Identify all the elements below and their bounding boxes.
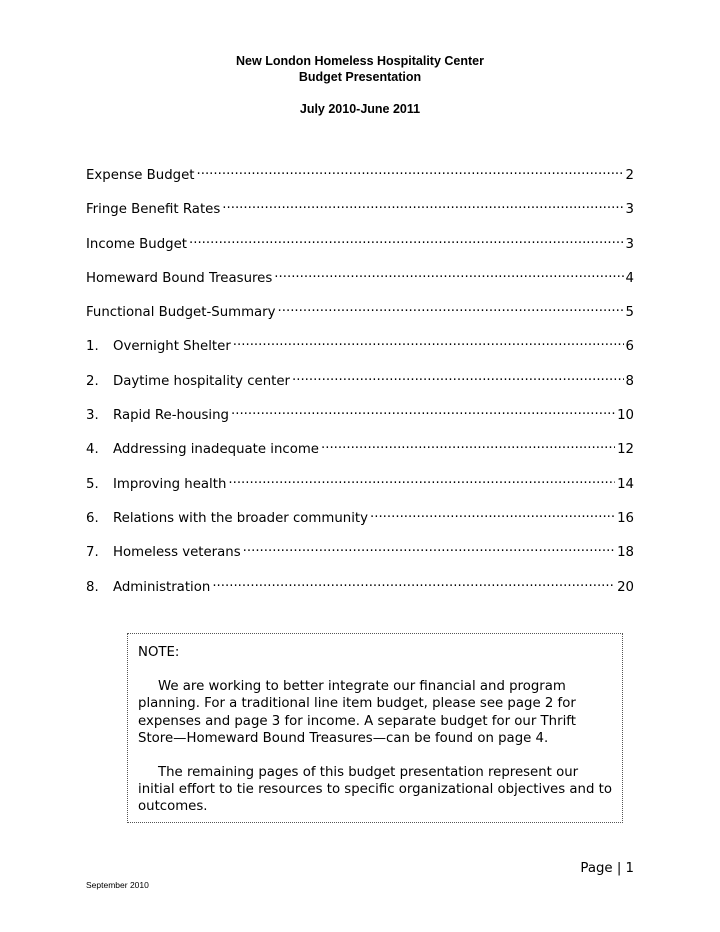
toc-entry-title: Daytime hospitality center bbox=[113, 373, 290, 389]
toc-entry[interactable] bbox=[86, 334, 634, 368]
note-heading: NOTE: bbox=[138, 645, 180, 660]
toc-entry[interactable] bbox=[86, 575, 634, 609]
toc-entry-number: 1. bbox=[86, 339, 99, 355]
note-paragraph-2: The remaining pages of this budget presentation represent our initial effort to tie resources to specific organizational objectives and to outcomes. bbox=[138, 765, 612, 815]
toc-entry-title: Functional Budget-Summary bbox=[86, 305, 276, 321]
footer-date: September 2010 bbox=[86, 880, 149, 890]
toc-entry[interactable] bbox=[86, 540, 634, 574]
toc-entry-number: 5. bbox=[86, 476, 99, 492]
toc-entry-title: Improving health bbox=[113, 476, 227, 492]
note-paragraph-1: We are working to better integrate our financial and program planning. For a traditional line item budget, please see page 2 for expenses and page 3 for income. A separate budget for our Thrift Store—Homeward Bound Treasures—can be found on page 4. bbox=[138, 679, 576, 746]
toc-entry-page: 6 bbox=[625, 339, 634, 355]
toc-dot-leader bbox=[278, 300, 624, 316]
toc-dot-leader bbox=[243, 540, 615, 556]
document-title: Budget Presentation bbox=[298, 70, 422, 84]
note-box bbox=[127, 633, 623, 823]
toc-entry[interactable] bbox=[86, 369, 634, 403]
toc-entry[interactable] bbox=[86, 472, 634, 506]
toc-dot-leader bbox=[233, 334, 624, 350]
toc-entry-number: 6. bbox=[86, 510, 99, 526]
toc-entry-number: 8. bbox=[86, 579, 99, 595]
toc-dot-leader bbox=[228, 472, 615, 488]
toc-entry[interactable] bbox=[86, 506, 634, 540]
toc-entry-number: 3. bbox=[86, 408, 99, 424]
toc-entry-page: 14 bbox=[617, 476, 634, 492]
toc-entry-page: 16 bbox=[617, 510, 634, 526]
toc-entry[interactable] bbox=[86, 197, 634, 231]
toc-entry-page: 5 bbox=[625, 305, 634, 321]
toc-entry-title: Income Budget bbox=[86, 236, 187, 252]
toc-dot-leader bbox=[321, 437, 615, 453]
toc-entry-title: Expense Budget bbox=[86, 168, 195, 183]
toc-entry-number: 2. bbox=[86, 373, 99, 389]
toc-entry-page: 3 bbox=[625, 202, 634, 218]
toc-entry[interactable] bbox=[86, 266, 634, 300]
toc-entry-title: Administration bbox=[113, 579, 211, 595]
toc-entry-title: Homeless veterans bbox=[113, 545, 241, 561]
toc-dot-leader bbox=[189, 232, 624, 248]
toc-entry-page: 10 bbox=[617, 408, 634, 424]
toc-entry-page: 3 bbox=[625, 236, 634, 252]
toc-entry-title: Rapid Re-housing bbox=[113, 408, 229, 424]
toc-entry-title: Homeward Bound Treasures bbox=[86, 270, 273, 286]
toc-entry[interactable] bbox=[86, 232, 634, 266]
toc-entry-page: 2 bbox=[625, 168, 634, 183]
toc-entry-title: Addressing inadequate income bbox=[113, 442, 319, 458]
page-number: Page | 1 bbox=[580, 861, 634, 876]
toc-dot-leader bbox=[370, 506, 615, 522]
toc-dot-leader bbox=[274, 266, 623, 282]
toc-entry-number: 7. bbox=[86, 545, 99, 561]
toc-entry-title: Overnight Shelter bbox=[113, 339, 231, 355]
document-period: July 2010-June 2011 bbox=[299, 102, 421, 116]
table-of-contents bbox=[86, 163, 634, 609]
toc-entry-page: 8 bbox=[625, 373, 634, 389]
toc-entry-page: 12 bbox=[617, 442, 634, 458]
toc-entry[interactable] bbox=[86, 437, 634, 471]
toc-entry-number: 4. bbox=[86, 442, 99, 458]
toc-entry[interactable] bbox=[86, 300, 634, 334]
toc-dot-leader bbox=[222, 197, 623, 213]
toc-entry-page: 20 bbox=[617, 579, 634, 595]
toc-entry[interactable] bbox=[86, 163, 634, 197]
toc-dot-leader bbox=[231, 403, 615, 419]
toc-entry-page: 4 bbox=[625, 270, 634, 286]
toc-dot-leader bbox=[212, 575, 615, 591]
toc-entry-title: Fringe Benefit Rates bbox=[86, 202, 221, 218]
toc-entry-title: Relations with the broader community bbox=[113, 510, 368, 526]
toc-dot-leader bbox=[196, 163, 623, 179]
toc-entry-page: 18 bbox=[617, 545, 634, 561]
document-org-name: New London Homeless Hospitality Center bbox=[236, 54, 484, 68]
toc-dot-leader bbox=[292, 369, 624, 385]
toc-entry[interactable] bbox=[86, 403, 634, 437]
